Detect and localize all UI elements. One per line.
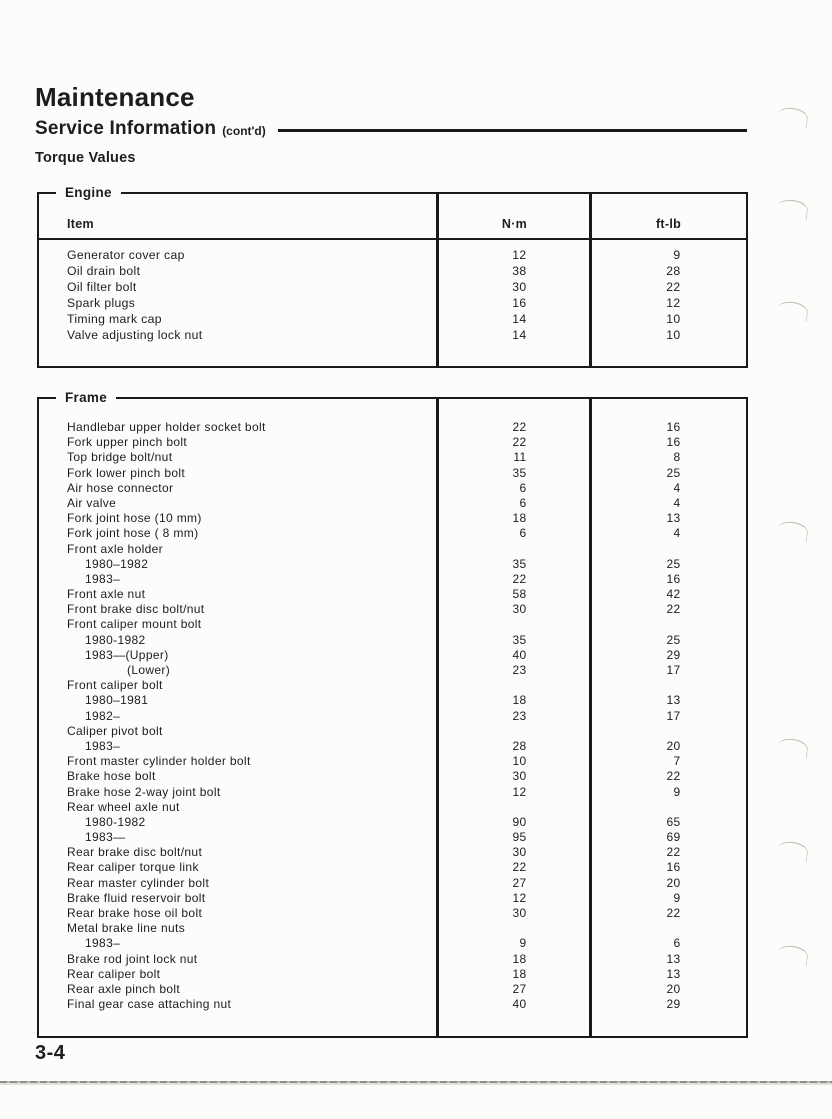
item-cell: Front brake disc bolt/nut xyxy=(67,602,205,617)
ftlb-cell: 16 xyxy=(666,860,681,875)
nm-cell: 23 xyxy=(512,663,527,677)
ftlb-cell: 13 xyxy=(666,966,681,981)
table-row xyxy=(39,557,746,572)
nm-cell: 23 xyxy=(512,708,527,723)
ftlb-cell: 22 xyxy=(666,906,681,920)
table-row xyxy=(39,587,746,602)
table-row xyxy=(39,496,746,511)
engine-table-legend: Engine xyxy=(56,185,121,200)
item-cell: Fork upper pinch bolt xyxy=(67,435,188,450)
nm-cell: 40 xyxy=(512,647,527,662)
item-cell: 1983—(Upper) xyxy=(85,647,169,662)
nm-cell: 30 xyxy=(512,769,527,784)
ftlb-cell: 10 xyxy=(666,328,681,342)
item-cell: Rear brake disc bolt/nut xyxy=(67,845,203,860)
item-cell: 1982– xyxy=(85,708,121,723)
nm-cell xyxy=(438,617,591,632)
table-row xyxy=(39,435,746,450)
ftlb-cell: 17 xyxy=(666,663,681,677)
column-header-nm: N·m xyxy=(501,216,528,231)
table-row xyxy=(39,860,746,875)
item-cell: Final gear case attaching nut xyxy=(67,997,232,1012)
item-cell: 1980-1982 xyxy=(85,632,146,647)
ftlb-cell: 42 xyxy=(666,587,681,602)
scan-arc-mark xyxy=(776,198,809,220)
item-cell: Brake fluid reservoir bolt xyxy=(67,890,206,905)
table-row xyxy=(39,739,746,754)
nm-cell: 35 xyxy=(512,556,527,571)
table-row xyxy=(39,936,746,951)
nm-cell: 38 xyxy=(512,264,527,278)
table-row xyxy=(39,311,746,327)
ftlb-cell: 8 xyxy=(673,450,681,465)
ftlb-cell: 20 xyxy=(666,738,681,753)
table-row xyxy=(39,906,746,921)
scan-arc-mark xyxy=(776,106,809,128)
item-cell: Timing mark cap xyxy=(67,312,162,326)
table-row xyxy=(39,526,746,541)
table-row xyxy=(39,845,746,860)
ftlb-cell xyxy=(591,617,746,632)
scan-arc-mark xyxy=(776,840,809,862)
subsection-title: Torque Values xyxy=(35,150,136,166)
nm-cell: 35 xyxy=(512,632,527,647)
nm-cell: 10 xyxy=(512,754,527,769)
table-row xyxy=(39,815,746,830)
nm-cell: 14 xyxy=(512,328,527,342)
ftlb-cell: 9 xyxy=(673,248,681,262)
table-row xyxy=(39,678,746,693)
ftlb-cell: 9 xyxy=(673,890,681,905)
ftlb-cell: 16 xyxy=(666,420,681,434)
nm-cell xyxy=(438,542,591,557)
nm-cell: 14 xyxy=(512,312,527,326)
ftlb-cell xyxy=(591,542,746,557)
ftlb-cell: 17 xyxy=(666,708,681,723)
item-cell: Rear caliper torque link xyxy=(67,860,199,875)
item-cell: 1983– xyxy=(85,738,121,753)
item-cell: Rear caliper bolt xyxy=(67,966,161,981)
nm-cell: 30 xyxy=(512,906,527,920)
item-cell: 1983– xyxy=(85,571,121,586)
table-row xyxy=(39,724,746,739)
scan-arc-mark xyxy=(776,737,809,759)
item-cell: Metal brake line nuts xyxy=(67,921,186,936)
table-row xyxy=(39,572,746,587)
nm-cell: 28 xyxy=(512,738,527,753)
ftlb-cell: 25 xyxy=(666,632,681,647)
item-cell: Rear brake hose oil bolt xyxy=(67,906,203,920)
section-rule xyxy=(278,129,747,132)
ftlb-cell xyxy=(591,921,746,936)
item-cell: Oil drain bolt xyxy=(67,264,141,278)
table-row xyxy=(39,466,746,481)
nm-cell: 22 xyxy=(512,435,527,450)
ftlb-cell: 7 xyxy=(673,754,681,769)
item-cell: Fork lower pinch bolt xyxy=(67,465,186,480)
nm-cell: 27 xyxy=(512,875,527,890)
page-number: 3-4 xyxy=(35,1042,66,1064)
item-cell: Valve adjusting lock nut xyxy=(67,328,203,342)
table-row xyxy=(39,982,746,997)
frame-table-rows xyxy=(39,399,746,1012)
ftlb-cell: 4 xyxy=(673,495,681,510)
table-row xyxy=(39,263,746,279)
ftlb-cell: 9 xyxy=(673,784,681,799)
nm-cell: 6 xyxy=(519,480,527,495)
item-cell: 1983– xyxy=(85,936,121,951)
page-bottom-edge-line xyxy=(0,1081,832,1083)
table-row xyxy=(39,295,746,311)
nm-cell: 18 xyxy=(512,693,527,708)
nm-cell: 95 xyxy=(512,830,527,845)
table-row xyxy=(39,709,746,724)
nm-cell: 9 xyxy=(519,936,527,951)
ftlb-cell: 4 xyxy=(673,480,681,495)
item-cell: Front axle holder xyxy=(67,541,163,556)
ftlb-cell: 16 xyxy=(666,571,681,586)
ftlb-cell: 25 xyxy=(666,556,681,571)
item-cell: Rear master cylinder bolt xyxy=(67,875,210,890)
nm-cell xyxy=(438,724,591,739)
table-row xyxy=(39,542,746,557)
ftlb-cell: 22 xyxy=(666,845,681,860)
table-row xyxy=(39,602,746,617)
table-row xyxy=(39,617,746,632)
scan-arc-mark xyxy=(776,520,809,542)
table-row xyxy=(39,830,746,845)
table-row xyxy=(39,952,746,967)
nm-cell xyxy=(438,921,591,936)
table-row xyxy=(39,420,746,435)
table-row xyxy=(39,450,746,465)
table-row xyxy=(39,693,746,708)
section-suffix: (cont'd) xyxy=(222,124,266,138)
frame-table-legend: Frame xyxy=(56,390,116,405)
table-row xyxy=(39,247,746,263)
table-row xyxy=(39,633,746,648)
nm-cell xyxy=(438,678,591,693)
item-cell: Brake hose 2-way joint bolt xyxy=(67,784,221,799)
scan-arc-mark xyxy=(776,944,809,966)
engine-table xyxy=(37,185,748,368)
table-row xyxy=(39,967,746,982)
ftlb-cell: 13 xyxy=(666,951,681,966)
item-cell: 1980–1981 xyxy=(85,693,149,708)
table-row xyxy=(39,997,746,1012)
nm-cell: 6 xyxy=(519,495,527,510)
table-row xyxy=(39,279,746,295)
ftlb-cell: 10 xyxy=(666,312,681,326)
nm-cell xyxy=(438,800,591,815)
item-cell: Generator cover cap xyxy=(67,248,185,262)
item-cell: Brake rod joint lock nut xyxy=(67,951,198,966)
nm-cell: 22 xyxy=(512,571,527,586)
nm-cell: 11 xyxy=(513,450,527,465)
ftlb-cell: 13 xyxy=(666,693,681,708)
table-row xyxy=(39,785,746,800)
item-cell: Caliper pivot bolt xyxy=(67,723,163,738)
item-cell: Air valve xyxy=(67,495,117,510)
column-header-item: Item xyxy=(67,216,94,231)
item-cell: Air hose connector xyxy=(67,480,174,495)
nm-cell: 12 xyxy=(512,248,527,262)
ftlb-cell: 28 xyxy=(666,264,681,278)
nm-cell: 22 xyxy=(512,860,527,875)
item-cell: Brake hose bolt xyxy=(67,769,156,784)
ftlb-cell xyxy=(591,800,746,815)
ftlb-cell xyxy=(591,724,746,739)
item-cell: Front caliper bolt xyxy=(67,678,163,693)
nm-cell: 16 xyxy=(512,296,527,310)
table-row xyxy=(39,800,746,815)
nm-cell: 30 xyxy=(512,280,527,294)
ftlb-cell: 65 xyxy=(666,814,681,829)
ftlb-cell xyxy=(591,678,746,693)
nm-cell: 58 xyxy=(512,587,527,602)
nm-cell: 18 xyxy=(512,511,527,526)
table-row xyxy=(39,891,746,906)
nm-cell: 30 xyxy=(512,602,527,617)
ftlb-cell: 13 xyxy=(666,511,681,526)
column-header-ftlb: ft-lb xyxy=(655,216,682,231)
nm-cell: 12 xyxy=(512,784,527,799)
table-row xyxy=(39,511,746,526)
table-row xyxy=(39,648,746,663)
table-row xyxy=(39,327,746,343)
nm-cell: 27 xyxy=(512,981,527,996)
ftlb-cell: 29 xyxy=(666,997,681,1012)
frame-table xyxy=(37,390,748,1038)
item-cell: Front axle nut xyxy=(67,587,146,602)
nm-cell: 22 xyxy=(512,420,527,434)
item-cell: Top bridge bolt/nut xyxy=(67,450,173,465)
item-cell: Fork joint hose (10 mm) xyxy=(67,511,202,526)
table-row xyxy=(39,876,746,891)
section-title: Service Information xyxy=(35,118,217,139)
ftlb-cell: 29 xyxy=(666,647,681,662)
ftlb-cell: 16 xyxy=(666,435,681,450)
table-row xyxy=(39,754,746,769)
item-cell: Rear axle pinch bolt xyxy=(67,981,181,996)
ftlb-cell: 20 xyxy=(666,981,681,996)
ftlb-cell: 12 xyxy=(666,296,681,310)
item-cell: (Lower) xyxy=(127,663,171,677)
item-cell: Fork joint hose ( 8 mm) xyxy=(67,526,199,541)
nm-cell: 40 xyxy=(512,997,527,1012)
item-cell: Front master cylinder holder bolt xyxy=(67,754,251,769)
item-cell: Handlebar upper holder socket bolt xyxy=(67,420,266,434)
page-title: Maintenance xyxy=(35,82,195,112)
nm-cell: 35 xyxy=(512,465,527,480)
ftlb-cell: 22 xyxy=(666,602,681,617)
nm-cell: 30 xyxy=(512,845,527,860)
item-cell: 1983— xyxy=(85,830,126,845)
table-row xyxy=(39,921,746,936)
table-row xyxy=(39,769,746,784)
item-cell: 1980–1982 xyxy=(85,556,149,571)
ftlb-cell: 4 xyxy=(673,526,681,541)
nm-cell: 90 xyxy=(512,814,527,829)
ftlb-cell: 22 xyxy=(666,280,681,294)
ftlb-cell: 25 xyxy=(666,465,681,480)
item-cell: Spark plugs xyxy=(67,296,136,310)
ftlb-cell: 6 xyxy=(673,936,681,951)
item-cell: Oil filter bolt xyxy=(67,280,137,294)
scan-arc-mark xyxy=(776,300,809,322)
item-cell: 1980-1982 xyxy=(85,814,146,829)
nm-cell: 6 xyxy=(519,526,527,541)
engine-table-rows xyxy=(39,242,746,343)
item-cell: Rear wheel axle nut xyxy=(67,799,180,814)
nm-cell: 18 xyxy=(512,951,527,966)
section-heading xyxy=(35,118,747,140)
nm-cell: 18 xyxy=(512,966,527,981)
table-row xyxy=(39,663,746,678)
item-cell: Front caliper mount bolt xyxy=(67,617,202,632)
ftlb-cell: 69 xyxy=(666,830,681,845)
ftlb-cell: 22 xyxy=(666,769,681,784)
engine-table-header xyxy=(39,194,746,240)
ftlb-cell: 20 xyxy=(666,875,681,890)
nm-cell: 12 xyxy=(512,890,527,905)
table-row xyxy=(39,481,746,496)
